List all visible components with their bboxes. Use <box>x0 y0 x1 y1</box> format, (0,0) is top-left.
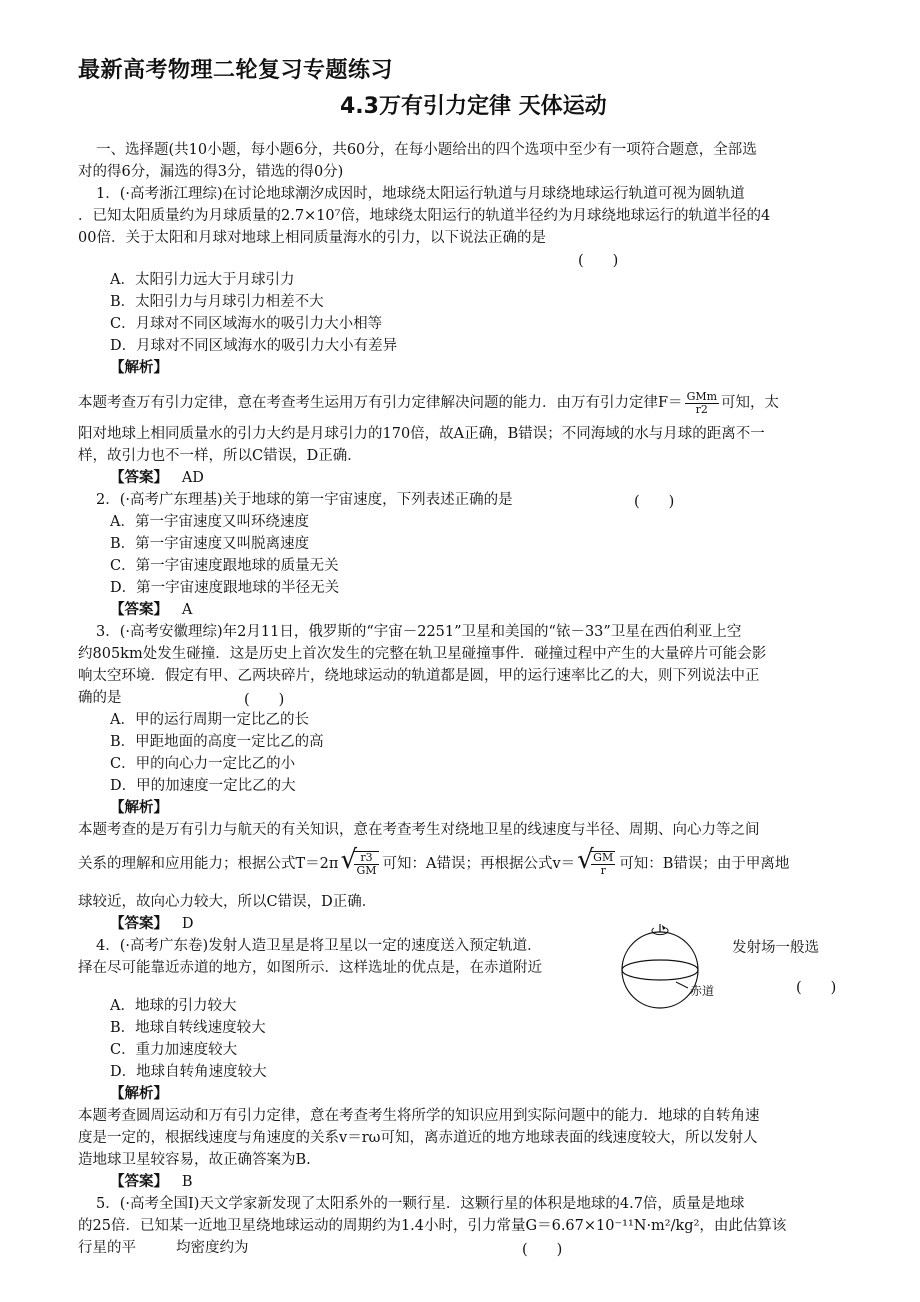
q5-stem-line3 <box>78 1238 249 1258</box>
q4-stem-line1: 4．(·高考广东卷)发射人造卫星是将卫星以一定的速度送入预定轨道． <box>96 938 542 954</box>
q3-answer-label: 【答案】 <box>110 915 168 932</box>
section-instructions-line1: 一、选择题(共10小题，每小题6分，共60分，在每小题给出的四个选项中至少有一项符合题意，全部选 <box>96 142 757 158</box>
q3-answer-value: D <box>181 916 194 932</box>
section-instructions-line2: 对的得6分，漏选的得3分，错选的得0分) <box>78 164 344 180</box>
q2-answer-value: A <box>181 602 193 618</box>
q3-stem-line4: 确的是 <box>78 690 122 706</box>
document-title: 最新高考物理二轮复习专题练习 <box>78 58 394 83</box>
equator-label: 赤道 <box>690 984 715 998</box>
q1-formula <box>685 391 719 416</box>
q4-analysis-line2: 度是一定的，根据线速度与角速度的关系v＝rω可知，离赤道近的地方地球表面的线速度较大，所以发射人 <box>78 1130 758 1146</box>
q1-stem-line1: 1．(·高考浙江理综)在讨论地球潮汐成因时，地球绕太阳运行轨道与月球绕地球运行轨道可视为圆轨道 <box>96 186 745 202</box>
q3-formula-period: √ $\frac{r3}{GM}$ <box>340 845 377 877</box>
q4-answer-label: 【答案】 <box>110 1173 168 1190</box>
q4-option-a: A．地球的引力较大 <box>110 998 237 1014</box>
q1-stem-line3: 00倍．关于太阳和月球对地球上相同质量海水的引力，以下说法正确的是 <box>78 230 546 246</box>
q1-option-c: C．月球对不同区域海水的吸引力大小相等 <box>110 316 383 332</box>
q4-analysis-label: 【解析】 <box>110 1085 168 1102</box>
q4-answer-value: B <box>181 1174 193 1190</box>
q1-option-d: D．月球对不同区域海水的吸引力大小有差异 <box>110 338 398 354</box>
q3-analysis-text-a: 关系的理解和应用能力；根据公式T＝2π <box>78 856 339 872</box>
q3-formula1-numerator: r3 <box>354 852 378 865</box>
q3-answer-blank: ( ) <box>244 692 285 708</box>
q3-option-c: C．甲的向心力一定比乙的小 <box>110 756 296 772</box>
q3-answer-row <box>110 914 193 934</box>
q1-analysis-text-post: 可知，太 <box>721 395 780 411</box>
q3-formula2-numerator: GM <box>593 851 614 864</box>
document-subtitle: 4.3万有引力定律 天体运动 <box>340 94 607 119</box>
q3-analysis-label: 【解析】 <box>110 799 168 816</box>
earth-equator-figure <box>614 922 724 1016</box>
q1-option-b: B．太阳引力与月球引力相差不大 <box>110 294 324 310</box>
q1-analysis-line2: 阳对地球上相同质量水的引力大约是月球引力的170倍，故A正确，B错误；不同海域的水与月球的距离不一 <box>78 426 765 442</box>
q3-stem-line3: 响太空环境．假定有甲、乙两块碎片，绕地球运动的轨道都是圆，甲的运行速率比乙的大，则下列说法中正 <box>78 668 760 684</box>
q3-formula-velocity: √ $\frac{GM}{r}$ <box>577 845 614 877</box>
q2-option-d: D．第一宇宙速度跟地球的半径无关 <box>110 580 340 596</box>
q1-analysis-text-pre: 本题考查万有引力定律，意在考查考生运用万有引力定律解决问题的能力．由万有引力定律F＝ <box>78 395 683 411</box>
q5-answer-blank: ( ) <box>522 1242 563 1258</box>
q4-analysis-line3: 造地球卫星较容易，故正确答案为B. <box>78 1152 311 1168</box>
q2-option-a: A．第一宇宙速度又叫环绕速度 <box>110 514 309 530</box>
q4-analysis-line1: 本题考查圆周运动和万有引力定律，意在考查考生将所学的知识应用到实际问题中的能力．地球的自转角速 <box>78 1108 760 1124</box>
q3-analysis-text-c: 可知：B错误；由于甲离地 <box>619 856 790 872</box>
q3-analysis-line3: 球较近，故向心力较大，所以C错误，D正确． <box>78 894 377 910</box>
q4-option-c: C．重力加速度较大 <box>110 1042 238 1058</box>
q1-answer-label: 【答案】 <box>110 469 168 486</box>
q4-answer-blank: ( ) <box>796 980 837 996</box>
q5-stem-line3-b: 均密度约为 <box>176 1240 249 1256</box>
q2-answer-label: 【答案】 <box>110 601 168 618</box>
q3-stem-line1: 3．(·高考安徽理综)年2月11日，俄罗斯的“宇宙－2251”卫星和美国的“铱－33”卫星在西伯利亚上空 <box>96 624 742 640</box>
q2-option-c: C．第一宇宙速度跟地球的质量无关 <box>110 558 339 574</box>
q1-analysis-line3: 样，故引力也不一样，所以C错误，D正确． <box>78 448 362 464</box>
q1-formula-numerator: GMm <box>686 389 718 403</box>
q1-option-a: A．太阳引力远大于月球引力 <box>110 272 295 288</box>
q2-option-b: B．第一宇宙速度又叫脱离速度 <box>110 536 310 552</box>
q5-stem-line2: 的25倍．已知某一近地卫星绕地球运动的周期约为1.4小时，引力常量G＝6.67×10⁻¹¹N·m²/kg²，由此估算该 <box>78 1218 787 1234</box>
q1-answer-value: AD <box>181 470 204 486</box>
q3-analysis-text-b: 可知：A错误；再根据公式v＝ <box>382 856 576 872</box>
q1-stem-line2: ．已知太阳质量约为月球质量的2.7×10⁷倍，地球绕太阳运行的轨道半径约为月球绕地球运行的轨道半径的4 <box>78 208 771 224</box>
q1-analysis-line1 <box>78 388 779 418</box>
q4-option-b: B．地球自转线速度较大 <box>110 1020 266 1036</box>
q3-analysis-line1: 本题考查的是万有引力与航天的有关知识，意在考查考生对绕地卫星的线速度与半径、周期、向心力等之间 <box>78 822 760 838</box>
q3-stem-line2: 约805km处发生碰撞．这是历史上首次发生的完整在轨卫星碰撞事件．碰撞过程中产生的大量碎片可能会影 <box>78 646 767 662</box>
q3-analysis-line2 <box>78 844 789 884</box>
q3-formula2-denominator: r <box>600 864 606 877</box>
q5-stem-line3-a: 行星的平 <box>78 1240 136 1256</box>
q3-formula1-denominator: GM <box>356 864 377 877</box>
q3-option-d: D．甲的加速度一定比乙的大 <box>110 778 296 794</box>
q5-stem-line1: 5．(·高考全国Ⅰ)天文学家新发现了太阳系外的一颗行星．这颗行星的体积是地球的4.7倍，质量是地球 <box>96 1196 745 1212</box>
q3-option-b: B．甲距地面的高度一定比乙的高 <box>110 734 324 750</box>
q1-answer-row <box>110 468 204 488</box>
q2-stem: 2．(·高考广东理基)关于地球的第一宇宙速度，下列表述正确的是 <box>96 492 513 508</box>
q2-answer-row <box>110 600 192 620</box>
q1-formula-denominator: r2 <box>695 402 708 416</box>
q3-option-a: A．甲的运行周期一定比乙的长 <box>110 712 309 728</box>
q1-answer-blank: ( ) <box>578 253 619 269</box>
q2-answer-blank: ( ) <box>634 494 675 510</box>
q4-answer-row <box>110 1172 192 1192</box>
q4-stem-line1-right: 发射场一般选 <box>732 940 819 956</box>
q4-option-d: D．地球自转角速度较大 <box>110 1064 267 1080</box>
q4-stem-line2: 择在尽可能靠近赤道的地方，如图所示．这样选址的优点是，在赤道附近 <box>78 960 542 976</box>
q1-analysis-label: 【解析】 <box>110 359 168 376</box>
